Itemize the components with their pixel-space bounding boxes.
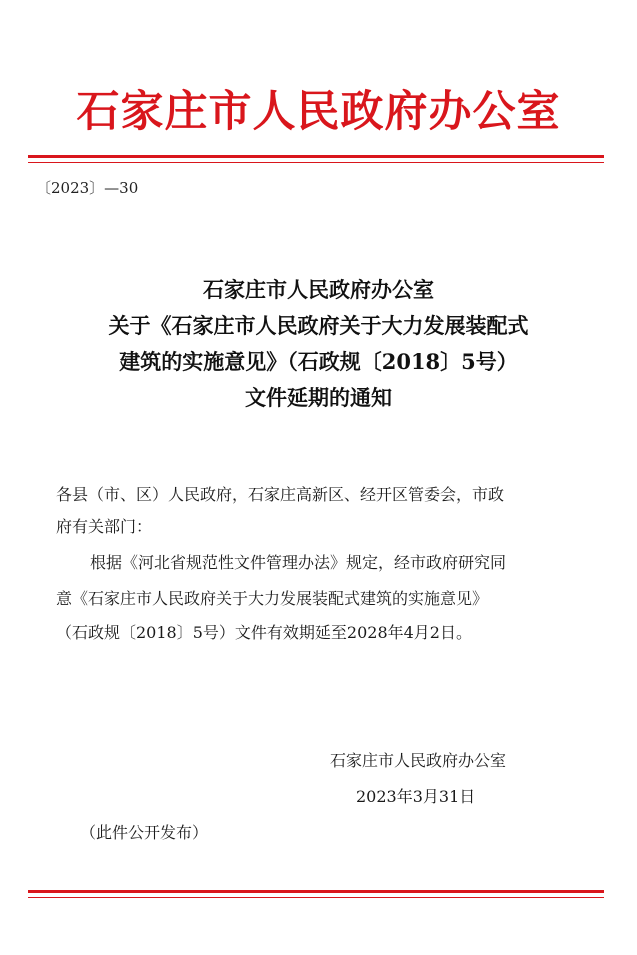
title-line: 文件延期的通知 [245,385,392,410]
document-number: 〔2023〕—30 [36,179,139,197]
document-title [0,272,637,416]
title-line: 关于《石家庄市人民政府关于大力发展装配式 [108,313,529,338]
addressee-line: 府有关部门： [56,517,153,536]
title-line: 石家庄市人民政府办公室 [203,277,434,302]
footer-rule-thin [28,897,604,898]
signature-org: 石家庄市人民政府办公室 [330,751,507,770]
publication-note: （此件公开发布） [80,823,209,842]
body-paragraph-line: 意《石家庄市人民政府关于大力发展装配式建筑的实施意见》 [56,589,489,608]
signature-date: 2023年3月31日 [356,787,476,806]
issuer-masthead: 石家庄市人民政府办公室 [76,87,561,137]
body-paragraph-line: （石政规〔2018〕5号）文件有效期延至2028年4月2日。 [56,623,472,642]
masthead-rule-thick [28,155,604,158]
title-line: 建筑的实施意见》（石政规〔2018〕5号） [119,349,518,374]
body-paragraph-line: 根据《河北省规范性文件管理办法》规定，经市政府研究同 [90,553,507,572]
addressee-line: 各县（市、区）人民政府，石家庄高新区、经开区管委会，市政 [56,485,505,504]
footer-rule-thick [28,890,604,893]
masthead-rule-thin [28,162,604,163]
